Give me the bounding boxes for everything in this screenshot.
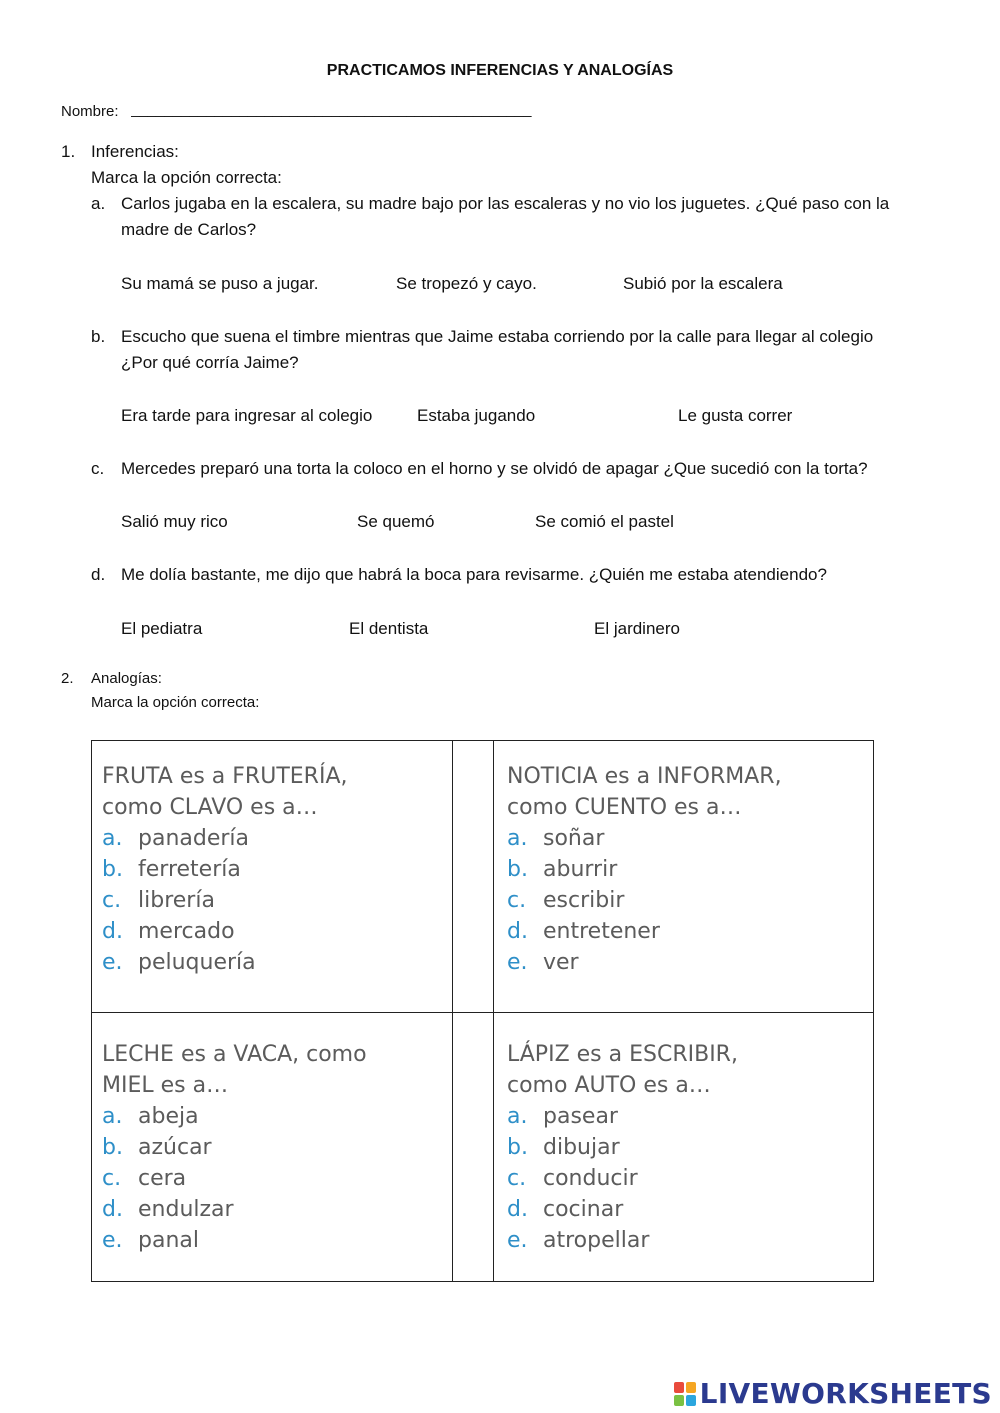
question-d-text: Me dolía bastante, me dijo que habrá la boca para revisarme. ¿Quién me estaba atendiendo? [121, 565, 827, 584]
option-b-2[interactable]: Estaba jugando [417, 406, 536, 425]
analogy-2-prompt: NOTICIA es a INFORMAR, [507, 764, 782, 789]
question-b-text: Escucho que suena el timbre mientras que Jaime estaba corriendo por la calle para llegar al colegio [121, 327, 874, 346]
question-d-letter: d. [91, 565, 106, 584]
question-a-letter: a. [91, 194, 106, 213]
section-2-number: 2. [61, 670, 74, 687]
option-b-1[interactable]: Era tarde para ingresar al colegio [121, 406, 373, 425]
analogy-box-2 [507, 761, 782, 978]
option-c-2[interactable]: Se quemó [357, 512, 435, 531]
section-2-instruction: Marca la opción correcta: [91, 694, 260, 711]
analogy-1-prompt-cont: como CLAVO es a… [102, 795, 318, 820]
analogy-3-option[interactable]: e. panal [102, 1228, 199, 1253]
option-c-1[interactable]: Salió muy rico [121, 512, 228, 531]
analogy-3-option[interactable]: d. endulzar [102, 1197, 234, 1222]
analogy-4-prompt: LÁPIZ es a ESCRIBIR, [507, 1042, 738, 1067]
section-1-instruction: Marca la opción correcta: [91, 168, 282, 187]
question-c-letter: c. [91, 459, 105, 478]
option-c-3[interactable]: Se comió el pastel [535, 512, 674, 531]
table-divider [493, 741, 494, 1281]
analogies-table [91, 740, 874, 1282]
analogy-1-option[interactable]: e. peluquería [102, 950, 256, 975]
analogy-2-option[interactable]: d. entretener [507, 919, 660, 944]
analogy-box-4 [507, 1039, 738, 1256]
name-field-line[interactable]: ________________________________________________ [131, 101, 532, 118]
option-d-3[interactable]: El jardinero [594, 619, 680, 638]
analogy-2-option[interactable]: c. escribir [507, 888, 625, 913]
question-a-text-cont: madre de Carlos? [121, 220, 257, 239]
option-a-3[interactable]: Subió por la escalera [623, 274, 783, 293]
analogy-3-prompt: LECHE es a VACA, como [102, 1042, 367, 1067]
question-a-text: Carlos jugaba en la escalera, su madre bajo por las escaleras y no vio los juguetes. ¿Qué paso con la [121, 194, 890, 213]
section-2-heading: Analogías: [91, 670, 162, 687]
logo-tile [686, 1382, 696, 1393]
analogy-2-option[interactable]: b. aburrir [507, 857, 618, 882]
option-d-2[interactable]: El dentista [349, 619, 429, 638]
analogy-1-option[interactable]: a. panadería [102, 826, 250, 851]
name-label: Nombre: [61, 103, 119, 120]
option-a-1[interactable]: Su mamá se puso a jugar. [121, 274, 319, 293]
question-c-text: Mercedes preparó una torta la coloco en el horno y se olvidó de apagar ¿Que sucedió con la torta? [121, 459, 868, 478]
section-1-number: 1. [61, 142, 76, 161]
option-b-3[interactable]: Le gusta correr [678, 406, 793, 425]
analogy-3-option[interactable]: b. azúcar [102, 1135, 212, 1160]
analogy-box-3 [102, 1039, 367, 1256]
liveworksheets-logo[interactable] [674, 1377, 992, 1410]
analogy-4-option[interactable]: a. pasear [507, 1104, 618, 1129]
analogy-4-option[interactable]: e. atropellar [507, 1228, 650, 1253]
logo-tile [674, 1395, 684, 1406]
analogy-1-option[interactable]: d. mercado [102, 919, 235, 944]
analogy-4-prompt-cont: como AUTO es a… [507, 1073, 711, 1098]
liveworksheets-logo-text: LIVEWORKSHEETS [699, 1377, 992, 1410]
analogy-1-option[interactable]: b. ferretería [102, 857, 241, 882]
analogy-2-option[interactable]: e. ver [507, 950, 579, 975]
analogy-3-prompt-cont: MIEL es a… [102, 1073, 229, 1098]
analogy-4-option[interactable]: b. dibujar [507, 1135, 620, 1160]
question-b-text-cont: ¿Por qué corría Jaime? [121, 353, 299, 372]
table-divider [92, 1012, 873, 1013]
analogy-1-option[interactable]: c. librería [102, 888, 215, 913]
analogy-1-prompt: FRUTA es a FRUTERÍA, [102, 764, 348, 789]
liveworksheets-logo-icon [674, 1382, 696, 1406]
analogy-4-option[interactable]: c. conducir [507, 1166, 638, 1191]
analogy-2-option[interactable]: a. soñar [507, 826, 605, 851]
option-a-2[interactable]: Se tropezó y cayo. [396, 274, 537, 293]
table-divider [452, 741, 453, 1281]
section-1-heading: Inferencias: [91, 142, 179, 161]
analogy-2-prompt-cont: como CUENTO es a… [507, 795, 742, 820]
analogy-4-option[interactable]: d. cocinar [507, 1197, 624, 1222]
logo-tile [686, 1395, 696, 1406]
logo-tile [674, 1382, 684, 1393]
page-title: PRACTICAMOS INFERENCIAS Y ANALOGÍAS [326, 62, 674, 79]
analogy-3-option[interactable]: a. abeja [102, 1104, 199, 1129]
analogy-box-1 [102, 761, 347, 978]
analogy-3-option[interactable]: c. cera [102, 1166, 187, 1191]
question-b-letter: b. [91, 327, 106, 346]
option-d-1[interactable]: El pediatra [121, 619, 203, 638]
